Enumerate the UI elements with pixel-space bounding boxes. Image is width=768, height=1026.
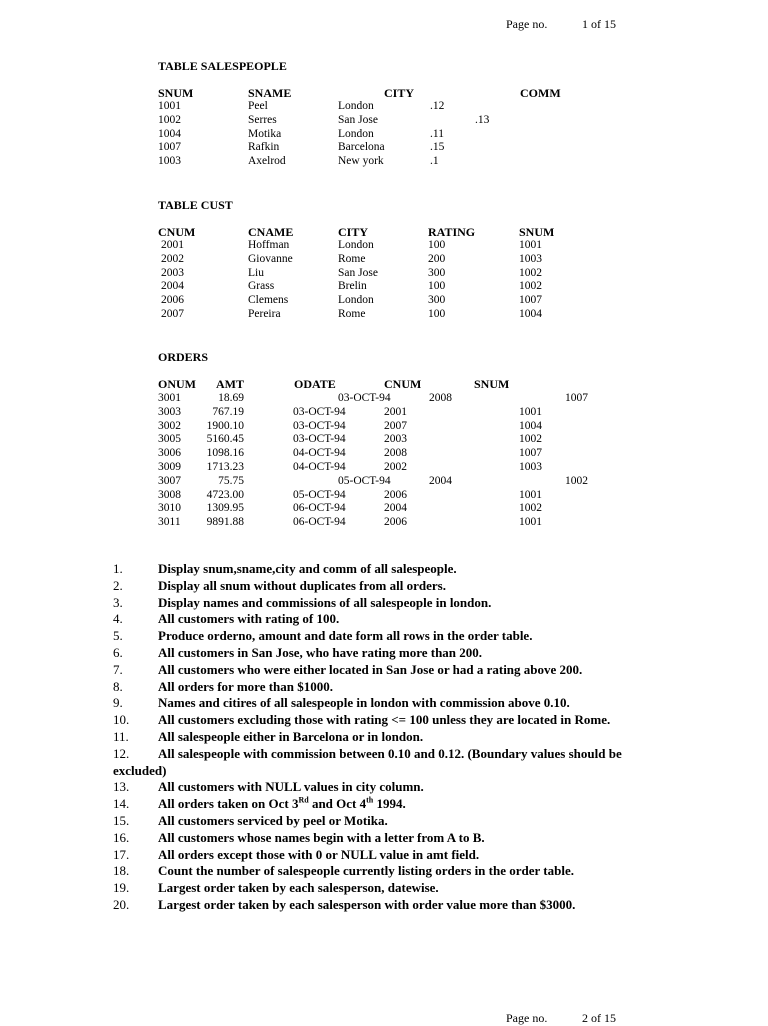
question-number: 8. bbox=[113, 678, 123, 694]
question-item bbox=[113, 611, 653, 628]
question-text-part: All orders taken on Oct 3 bbox=[158, 796, 299, 812]
column-header: CNAME bbox=[248, 225, 294, 239]
question-number: 16. bbox=[113, 829, 130, 845]
question-number: 1. bbox=[113, 561, 123, 576]
column-header: SNUM bbox=[474, 377, 510, 391]
table-cell: .13 bbox=[475, 113, 490, 126]
question-number: 19. bbox=[113, 880, 130, 896]
table-cell: 1007 bbox=[158, 141, 181, 154]
table-row bbox=[0, 141, 768, 155]
table-cell: 2001 bbox=[384, 405, 407, 418]
question-number: 20. bbox=[113, 896, 130, 912]
question-text: All customers with NULL values in city column. bbox=[158, 779, 424, 795]
table-cell: 200 bbox=[428, 252, 446, 265]
table-cell: 3009 bbox=[158, 461, 181, 473]
column-header: SNUM bbox=[519, 225, 555, 239]
table-cell: 1098.16 bbox=[206, 447, 244, 460]
table-row bbox=[0, 475, 768, 489]
table-row bbox=[0, 420, 768, 434]
table-cell: 1001 bbox=[519, 239, 542, 251]
question-text: All salespeople either in Barcelona or in london. bbox=[158, 728, 424, 744]
question-text: All customers excluding those with rating <= 100 unless they are located in Rome. bbox=[158, 712, 611, 728]
table-cell: London bbox=[338, 239, 374, 251]
table-cell: 9891.88 bbox=[206, 516, 244, 529]
table-row bbox=[0, 308, 768, 322]
table-cell: San Jose bbox=[338, 113, 378, 126]
column-header: COMM bbox=[520, 86, 561, 100]
table-row bbox=[0, 392, 768, 406]
question-number: 11. bbox=[113, 728, 129, 744]
table-cell: 3008 bbox=[158, 488, 181, 501]
table-cell: 03-OCT-94 bbox=[293, 405, 346, 418]
table-cell: Rafkin bbox=[248, 141, 280, 154]
column-header: SNAME bbox=[248, 86, 292, 100]
table-cell: 1007 bbox=[519, 294, 542, 307]
column-header: ONUM bbox=[158, 377, 196, 391]
column-header: CNUM bbox=[158, 225, 196, 239]
table-cell: 1001 bbox=[519, 488, 542, 501]
page-number-label: Page no. bbox=[506, 1011, 548, 1025]
table-cell: 1007 bbox=[565, 392, 588, 404]
table-cell: 18.69 bbox=[218, 392, 244, 404]
superscript: Rd bbox=[298, 795, 309, 805]
question-text-part: 1994. bbox=[373, 796, 406, 812]
question-text: Count the number of salespeople currently listing orders in the order table. bbox=[158, 863, 574, 879]
question-item bbox=[113, 578, 653, 595]
question-item bbox=[113, 645, 653, 662]
table-cell: 1001 bbox=[158, 100, 181, 112]
table-cell: 3005 bbox=[158, 433, 181, 446]
table-cell: 1003 bbox=[519, 461, 542, 473]
question-item bbox=[113, 847, 653, 864]
question-text: All customers serviced by peel or Motika. bbox=[158, 812, 388, 828]
table-cell: 1900.10 bbox=[206, 419, 244, 432]
question-item bbox=[113, 880, 653, 897]
question-text: All orders except those with 0 or NULL value in amt field. bbox=[158, 846, 480, 862]
table-cell: Rome bbox=[338, 252, 366, 265]
table-cell: 05-OCT-94 bbox=[293, 488, 346, 501]
table-cell: Liu bbox=[248, 266, 264, 279]
table-row bbox=[0, 489, 768, 503]
table-row bbox=[0, 447, 768, 461]
question-number: 6. bbox=[113, 644, 123, 660]
table-header-row bbox=[0, 86, 768, 100]
table-cell: 2007 bbox=[161, 308, 184, 320]
table-cell: 3002 bbox=[158, 419, 181, 432]
table-row bbox=[0, 155, 768, 169]
table-cell: 1004 bbox=[519, 419, 542, 432]
table-cell: New york bbox=[338, 155, 384, 168]
table-row bbox=[0, 128, 768, 142]
table-cell: 2008 bbox=[429, 392, 452, 404]
table-cell: London bbox=[338, 127, 374, 140]
column-header: CITY bbox=[338, 225, 369, 239]
table-cell: 300 bbox=[428, 294, 446, 307]
column-header: CNUM bbox=[384, 377, 422, 391]
table-cell: 1003 bbox=[519, 252, 542, 265]
question-item bbox=[113, 595, 653, 612]
table-cell: 06-OCT-94 bbox=[293, 502, 346, 515]
table-cell: 300 bbox=[428, 266, 446, 279]
table-cell: Barcelona bbox=[338, 141, 385, 154]
table-cell: 2004 bbox=[429, 474, 452, 487]
table-row bbox=[0, 239, 768, 253]
table-row bbox=[0, 114, 768, 128]
page-number-value: 2 of 15 bbox=[582, 1011, 616, 1025]
question-number: 13. bbox=[113, 779, 130, 795]
question-number: 7. bbox=[113, 661, 123, 677]
table-cell: San Jose bbox=[338, 266, 378, 279]
table-cell: 3010 bbox=[158, 502, 181, 515]
table-cell: 100 bbox=[428, 308, 446, 320]
question-number: 12. bbox=[113, 745, 130, 761]
table-cell: 1002 bbox=[565, 474, 588, 487]
question-item bbox=[113, 695, 653, 712]
question-text: All customers in San Jose, who have rating more than 200. bbox=[158, 644, 483, 660]
table-cell: 2001 bbox=[161, 239, 184, 251]
question-item bbox=[113, 561, 653, 578]
table-cell: 1004 bbox=[158, 127, 181, 140]
table-cell: Hoffman bbox=[248, 239, 290, 251]
table-cell: 1002 bbox=[519, 280, 542, 293]
superscript: th bbox=[366, 795, 374, 805]
question-item bbox=[113, 813, 653, 830]
table-cell: 2003 bbox=[161, 266, 184, 279]
table-row bbox=[0, 433, 768, 447]
question-number: 18. bbox=[113, 863, 130, 879]
table-cell: 1002 bbox=[519, 502, 542, 515]
question-text: Display names and commissions of all salespeople in london. bbox=[158, 594, 492, 610]
table-cell: 1309.95 bbox=[206, 502, 244, 515]
table-cell: .11 bbox=[430, 127, 444, 140]
question-number: 9. bbox=[113, 695, 123, 711]
question-list bbox=[113, 561, 653, 914]
question-item bbox=[113, 712, 653, 729]
table-cell: 1001 bbox=[519, 405, 542, 418]
table-cell: 1002 bbox=[519, 266, 542, 279]
question-item bbox=[113, 746, 653, 780]
table-row bbox=[0, 253, 768, 267]
table-cell: 767.19 bbox=[212, 405, 244, 418]
question-number: 15. bbox=[113, 812, 130, 828]
column-header: SNUM bbox=[158, 86, 194, 100]
question-text: All orders for more than $1000. bbox=[158, 678, 333, 694]
table-cell: 2007 bbox=[384, 419, 407, 432]
question-text: All salespeople with commission between 0.10 and 0.12. (Boundary values should be excluded) bbox=[113, 745, 622, 778]
table-cell: 2006 bbox=[161, 294, 184, 307]
table-cell: 05-OCT-94 bbox=[338, 474, 391, 487]
question-item bbox=[113, 897, 653, 914]
question-item bbox=[113, 830, 653, 847]
question-text: Produce orderno, amount and date form all rows in the order table. bbox=[158, 628, 533, 644]
table-row bbox=[0, 502, 768, 516]
table-header-row bbox=[0, 377, 768, 391]
question-number: 3. bbox=[113, 594, 123, 610]
table-cell: 1002 bbox=[519, 433, 542, 446]
question-number: 14. bbox=[113, 796, 130, 812]
table-cell: .1 bbox=[430, 155, 439, 168]
table-cell: Clemens bbox=[248, 294, 289, 307]
question-item bbox=[113, 628, 653, 645]
table-cell: 2008 bbox=[384, 447, 407, 460]
table-cell: 3006 bbox=[158, 447, 181, 460]
table-cell: 100 bbox=[428, 239, 446, 251]
question-text-part: and Oct 4 bbox=[308, 796, 367, 812]
table-cell: Motika bbox=[248, 127, 282, 140]
question-text bbox=[113, 796, 653, 813]
table-cell: Serres bbox=[248, 113, 277, 126]
page-number-label: Page no. bbox=[506, 17, 548, 31]
table-cell: London bbox=[338, 294, 374, 307]
table-row bbox=[0, 267, 768, 281]
table-cell: 100 bbox=[428, 280, 446, 293]
table-cell: Grass bbox=[248, 280, 275, 293]
question-text: All customers who were either located in San Jose or had a rating above 200. bbox=[158, 661, 583, 677]
table-cell: 2002 bbox=[161, 252, 184, 265]
table-cell: Pereira bbox=[248, 308, 281, 320]
table-cell: 3011 bbox=[158, 516, 181, 529]
question-item bbox=[113, 863, 653, 880]
table-cell: 3003 bbox=[158, 405, 181, 418]
question-number: 17. bbox=[113, 846, 130, 862]
question-number: 2. bbox=[113, 577, 123, 593]
cust-table-title: TABLE CUST bbox=[158, 198, 233, 212]
question-text: Names and citires of all salespeople in london with commission above 0.10. bbox=[158, 695, 570, 711]
table-cell: 4723.00 bbox=[206, 488, 244, 501]
table-cell: 3001 bbox=[158, 392, 181, 404]
column-header: ODATE bbox=[294, 377, 336, 391]
table-cell: 2003 bbox=[384, 433, 407, 446]
question-text: Display snum,sname,city and comm of all salespeople. bbox=[158, 561, 457, 576]
table-cell: Rome bbox=[338, 308, 366, 320]
table-row bbox=[0, 516, 768, 530]
question-number: 10. bbox=[113, 712, 130, 728]
table-cell: 1002 bbox=[158, 113, 181, 126]
table-cell: 06-OCT-94 bbox=[293, 516, 346, 529]
table-cell: .12 bbox=[430, 100, 445, 112]
page-number-value: 1 of 15 bbox=[582, 17, 616, 31]
table-cell: 2006 bbox=[384, 488, 407, 501]
question-number: 5. bbox=[113, 628, 123, 644]
table-row bbox=[0, 280, 768, 294]
question-item bbox=[113, 729, 653, 746]
table-cell: 1001 bbox=[519, 516, 542, 529]
table-cell: 2002 bbox=[384, 461, 407, 473]
question-number: 4. bbox=[113, 611, 123, 627]
table-cell: 04-OCT-94 bbox=[293, 461, 346, 473]
table-header-row bbox=[0, 225, 768, 239]
table-cell: Peel bbox=[248, 100, 268, 112]
question-item bbox=[113, 796, 653, 813]
column-header: RATING bbox=[428, 225, 476, 239]
table-cell: 2006 bbox=[384, 516, 407, 529]
table-row bbox=[0, 294, 768, 308]
table-cell: 1003 bbox=[158, 155, 181, 168]
table-row bbox=[0, 100, 768, 114]
column-header: AMT bbox=[216, 377, 244, 391]
table-cell: .15 bbox=[430, 141, 445, 154]
table-cell: 2004 bbox=[161, 280, 184, 293]
orders-table-title: ORDERS bbox=[158, 350, 209, 364]
table-cell: 1007 bbox=[519, 447, 542, 460]
table-cell: 2004 bbox=[384, 502, 407, 515]
table-cell: 03-OCT-94 bbox=[293, 419, 346, 432]
question-item bbox=[113, 779, 653, 796]
table-cell: Brelin bbox=[338, 280, 367, 293]
question-text: Largest order taken by each salesperson with order value more than $3000. bbox=[158, 896, 576, 912]
salespeople-table-title: TABLE SALESPEOPLE bbox=[158, 59, 287, 73]
question-text: Largest order taken by each salesperson, datewise. bbox=[158, 880, 439, 896]
table-cell: 1713.23 bbox=[206, 461, 244, 473]
table-cell: 04-OCT-94 bbox=[293, 447, 346, 460]
table-row bbox=[0, 461, 768, 475]
question-text: All customers with rating of 100. bbox=[158, 611, 340, 627]
table-row bbox=[0, 406, 768, 420]
table-cell: 03-OCT-94 bbox=[293, 433, 346, 446]
question-item bbox=[113, 679, 653, 696]
table-cell: Giovanne bbox=[248, 252, 293, 265]
table-cell: 1004 bbox=[519, 308, 542, 320]
table-cell: 03-OCT-94 bbox=[338, 392, 391, 404]
question-text: All customers whose names begin with a letter from A to B. bbox=[158, 829, 485, 845]
table-cell: 75.75 bbox=[218, 474, 244, 487]
table-cell: 5160.45 bbox=[206, 433, 244, 446]
table-cell: London bbox=[338, 100, 374, 112]
question-text: Display all snum without duplicates from all orders. bbox=[158, 577, 446, 593]
table-cell: 3007 bbox=[158, 474, 181, 487]
question-item bbox=[113, 662, 653, 679]
table-cell: Axelrod bbox=[248, 155, 286, 168]
column-header: CITY bbox=[384, 86, 415, 100]
